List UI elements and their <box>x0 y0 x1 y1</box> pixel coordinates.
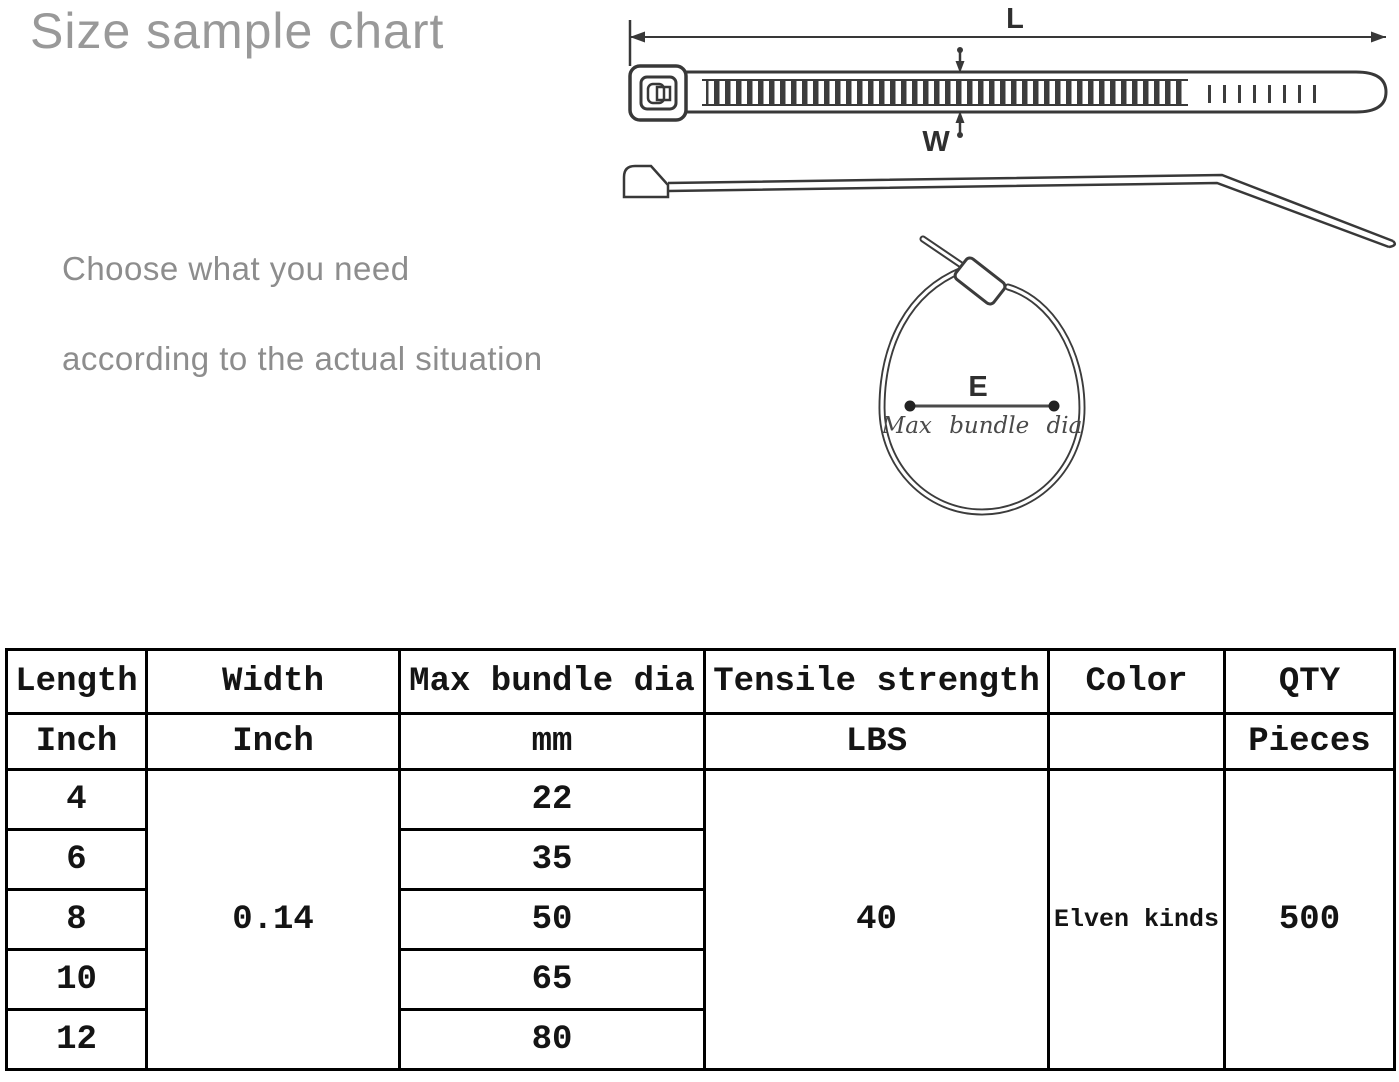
dia-value: 65 <box>400 950 705 1010</box>
header-qty: QTY <box>1225 650 1395 714</box>
header-max-bundle-dia: Max bundle dia <box>400 650 705 714</box>
length-value: 4 <box>7 770 147 830</box>
cable-tie-top-view <box>630 3 1386 158</box>
intro-line-2: according to the actual situation <box>62 340 543 377</box>
table-header-row <box>7 650 1395 714</box>
unit-tensile: LBS <box>705 714 1049 770</box>
dia-value: 35 <box>400 830 705 890</box>
cable-tie-side-view <box>624 166 1395 247</box>
header-width: Width <box>147 650 400 714</box>
cable-tie-loop-view <box>881 239 1083 512</box>
table-row <box>7 770 1395 830</box>
unit-max-bundle-dia: mm <box>400 714 705 770</box>
tensile-value: 40 <box>705 770 1049 1070</box>
header-color: Color <box>1049 650 1225 714</box>
intro-line-1: Choose what you need <box>62 250 410 287</box>
length-value: 10 <box>7 950 147 1010</box>
bundle-diameter-caption: Max bundle dia <box>881 413 1083 439</box>
length-value: 8 <box>7 890 147 950</box>
unit-length: Inch <box>7 714 147 770</box>
qty-value: 500 <box>1225 770 1395 1070</box>
color-value: Elven kinds <box>1049 770 1225 1070</box>
width-label: W <box>922 126 950 158</box>
cable-tie-diagrams <box>610 0 1399 540</box>
length-value: 6 <box>7 830 147 890</box>
header-tensile-strength: Tensile strength <box>705 650 1049 714</box>
dia-value: 22 <box>400 770 705 830</box>
header-length: Length <box>7 650 147 714</box>
size-table <box>5 648 1396 1071</box>
unit-qty: Pieces <box>1225 714 1395 770</box>
width-value: 0.14 <box>147 770 400 1070</box>
length-label: L <box>1006 3 1024 35</box>
length-value: 12 <box>7 1010 147 1070</box>
unit-color <box>1049 714 1225 770</box>
unit-width: Inch <box>147 714 400 770</box>
table-units-row <box>7 714 1395 770</box>
dia-value: 50 <box>400 890 705 950</box>
bundle-diameter-label: E <box>968 371 988 403</box>
dia-value: 80 <box>400 1010 705 1070</box>
page-title: Size sample chart <box>30 3 445 59</box>
